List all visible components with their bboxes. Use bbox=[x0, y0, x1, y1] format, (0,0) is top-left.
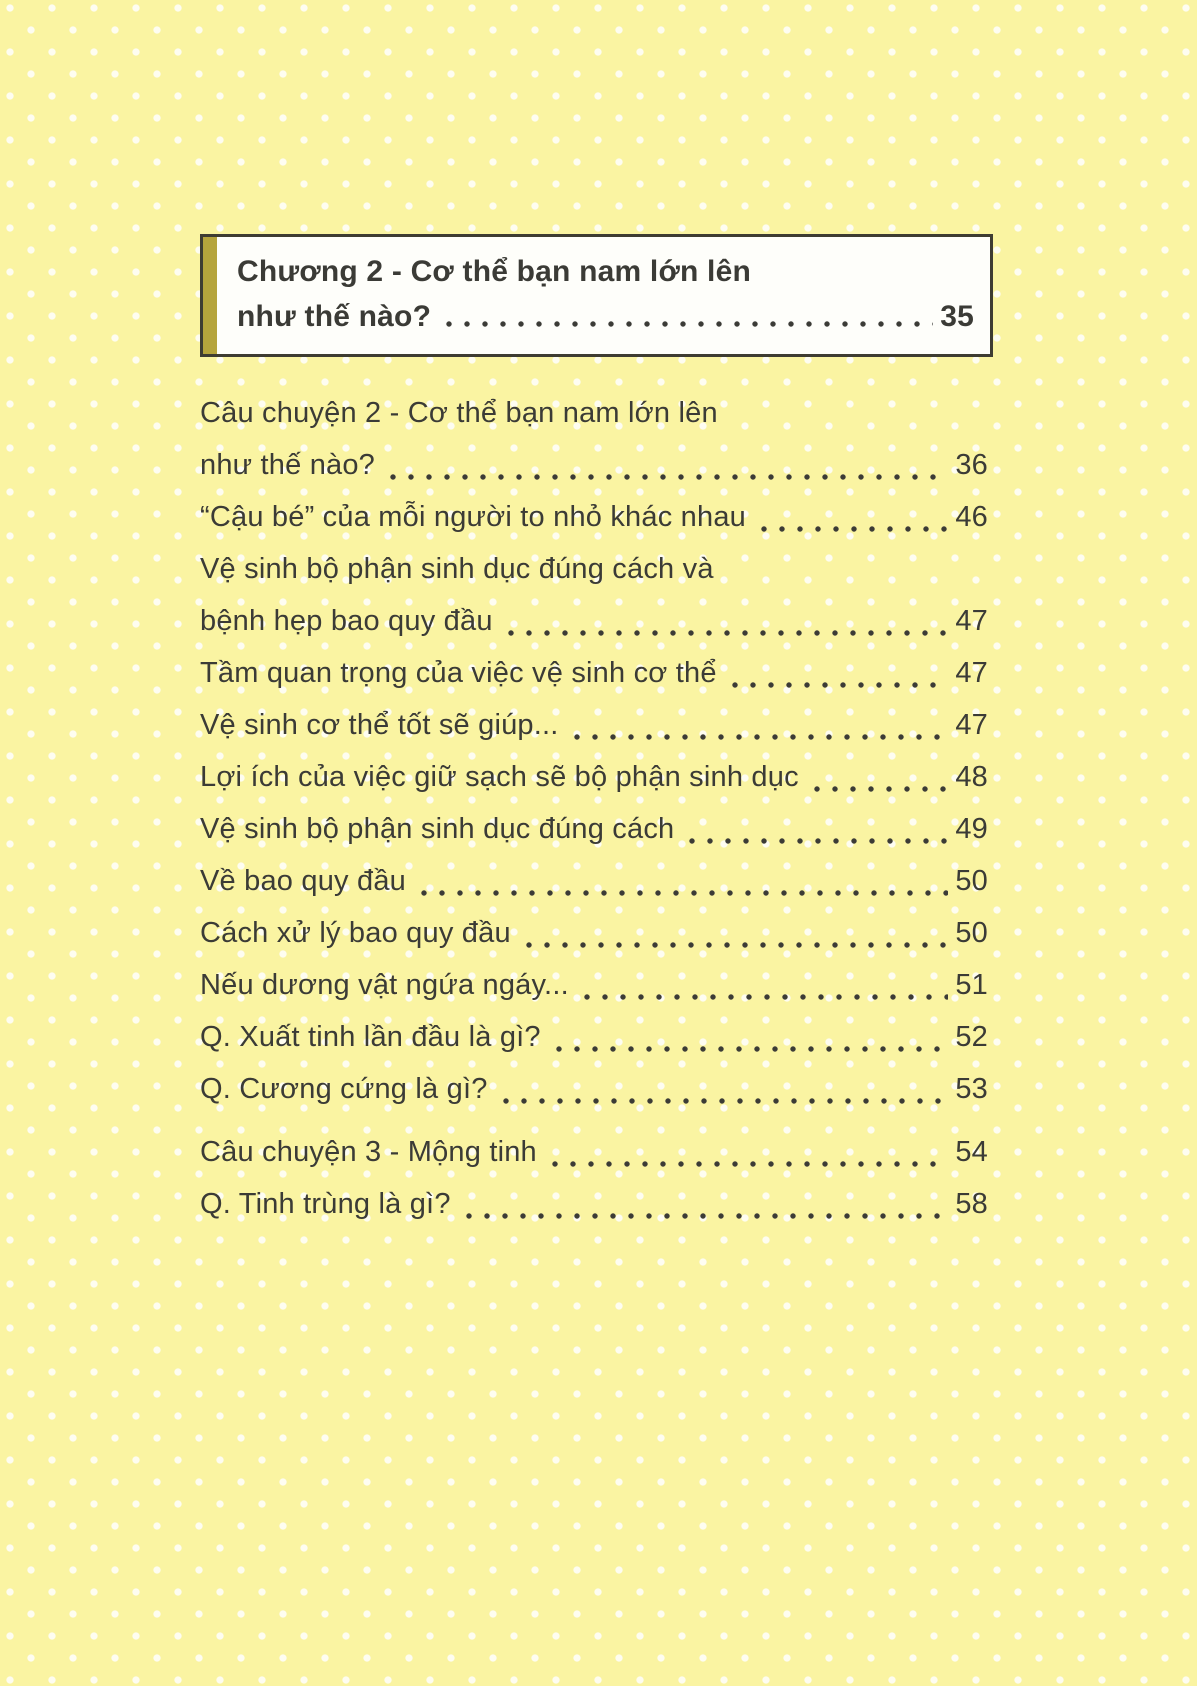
toc-entry bbox=[200, 543, 988, 647]
toc-entry bbox=[200, 1126, 988, 1178]
toc-entry bbox=[200, 1063, 988, 1115]
toc-entry-line bbox=[200, 647, 988, 699]
toc-entry-line bbox=[200, 907, 988, 959]
dotted-leader bbox=[502, 627, 949, 639]
toc-entry-title: Tầm quan trọng của việc vệ sinh cơ thể bbox=[200, 657, 717, 689]
toc-entry-title: Q. Tinh trùng là gì? bbox=[200, 1188, 451, 1220]
toc-list bbox=[200, 387, 988, 1230]
toc-entry-page-number: 58 bbox=[955, 1188, 988, 1220]
dotted-leader bbox=[384, 471, 948, 483]
toc-entry-page-number: 53 bbox=[955, 1073, 988, 1105]
toc-entry-title: Q. Xuất tinh lần đầu là gì? bbox=[200, 1021, 541, 1053]
dotted-leader bbox=[460, 1210, 949, 1222]
toc-entry-line bbox=[200, 1126, 988, 1178]
toc-entry bbox=[200, 855, 988, 907]
dotted-leader bbox=[578, 991, 948, 1003]
dotted-leader bbox=[568, 731, 949, 743]
toc-entry-line bbox=[200, 595, 988, 647]
toc-entry-title: Q. Cương cứng là gì? bbox=[200, 1073, 488, 1105]
dotted-leader bbox=[808, 783, 949, 795]
toc-entry-title: Câu chuyện 2 - Cơ thể bạn nam lớn lên bbox=[200, 397, 718, 429]
toc-entry-title: Vệ sinh bộ phận sinh dục đúng cách và bbox=[200, 553, 714, 585]
dotted-leader bbox=[415, 887, 948, 899]
toc-entry-page-number: 47 bbox=[955, 709, 988, 741]
toc-entry-title: Lợi ích của việc giữ sạch sẽ bộ phận sinh dục bbox=[200, 761, 799, 793]
toc-entry-page-number: 54 bbox=[955, 1136, 988, 1168]
toc-entry-title: Nếu dương vật ngứa ngáy... bbox=[200, 969, 569, 1001]
toc-entry-page-number: 50 bbox=[955, 917, 988, 949]
toc-entry-line bbox=[200, 1178, 988, 1230]
chapter-accent-bar bbox=[203, 237, 217, 354]
dotted-leader bbox=[546, 1158, 948, 1170]
toc-entry bbox=[200, 491, 988, 543]
toc-entry-line bbox=[200, 439, 988, 491]
dotted-leader bbox=[755, 523, 948, 535]
toc-entry-line bbox=[200, 491, 988, 543]
toc-entry-line bbox=[200, 387, 988, 439]
chapter-title-line-2 bbox=[237, 294, 974, 339]
toc-entry bbox=[200, 751, 988, 803]
toc-entry-line bbox=[200, 543, 988, 595]
toc-entry-page-number: 48 bbox=[955, 761, 988, 793]
chapter-title-line-1 bbox=[237, 249, 974, 294]
toc-entry-title: Vệ sinh bộ phận sinh dục đúng cách bbox=[200, 813, 675, 845]
toc-entry-title: Cách xử lý bao quy đầu bbox=[200, 917, 511, 949]
toc-entry-title: như thế nào? bbox=[200, 449, 376, 481]
toc-entry-page-number: 52 bbox=[955, 1021, 988, 1053]
toc-entry-title: Vệ sinh cơ thể tốt sẽ giúp... bbox=[200, 709, 559, 741]
toc-entry-title: Câu chuyện 3 - Mộng tinh bbox=[200, 1136, 537, 1168]
toc-entry-page-number: 47 bbox=[955, 605, 988, 637]
toc-entry-title: “Cậu bé” của mỗi người to nhỏ khác nhau bbox=[200, 501, 746, 533]
dotted-leader bbox=[520, 939, 949, 951]
chapter-title-text: như thế nào? bbox=[237, 300, 432, 333]
toc-entry bbox=[200, 959, 988, 1011]
toc-entry-line bbox=[200, 751, 988, 803]
toc-entry bbox=[200, 647, 988, 699]
toc-entry-line bbox=[200, 855, 988, 907]
toc-entry-page-number: 49 bbox=[955, 813, 988, 845]
toc-entry-page-number: 50 bbox=[955, 865, 988, 897]
chapter-page-number: 35 bbox=[940, 300, 974, 333]
toc-entry bbox=[200, 1011, 988, 1063]
toc-entry-title: bệnh hẹp bao quy đầu bbox=[200, 605, 493, 637]
toc-entry-line bbox=[200, 959, 988, 1011]
toc-entry bbox=[200, 907, 988, 959]
toc-entry bbox=[200, 387, 988, 491]
chapter-heading-box bbox=[200, 234, 993, 357]
toc-entry-page-number: 46 bbox=[955, 501, 988, 533]
dotted-leader bbox=[440, 318, 933, 330]
dotted-leader bbox=[497, 1095, 949, 1107]
toc-entry-page-number: 51 bbox=[955, 969, 988, 1001]
chapter-title-text: Chương 2 - Cơ thể bạn nam lớn lên bbox=[237, 255, 751, 288]
toc-entry-line bbox=[200, 1063, 988, 1115]
dotted-leader bbox=[683, 835, 948, 847]
dotted-leader bbox=[550, 1043, 949, 1055]
toc-entry bbox=[200, 1178, 988, 1230]
toc-entry-line bbox=[200, 699, 988, 751]
dotted-leader bbox=[726, 679, 949, 691]
toc-entry-page-number: 47 bbox=[955, 657, 988, 689]
toc-entry-page-number: 36 bbox=[955, 449, 988, 481]
toc-entry bbox=[200, 803, 988, 855]
toc-entry-title: Về bao quy đầu bbox=[200, 865, 406, 897]
toc-entry-line bbox=[200, 803, 988, 855]
toc-entry bbox=[200, 699, 988, 751]
toc-entry-line bbox=[200, 1011, 988, 1063]
